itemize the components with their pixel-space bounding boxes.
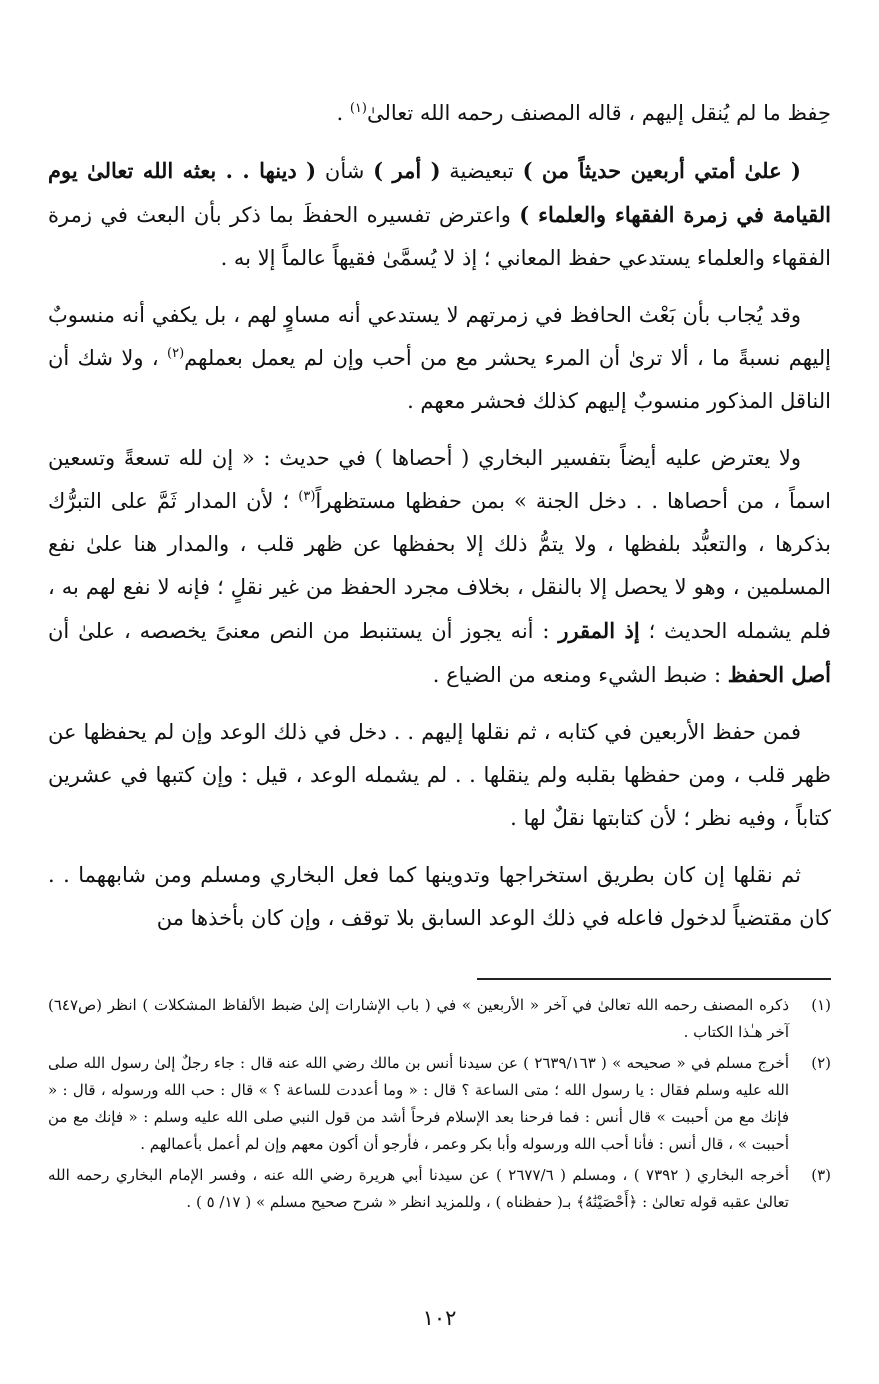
- paragraph: [48, 854, 831, 940]
- footnote-reference: (١): [349, 101, 367, 116]
- text-run: .: [336, 101, 350, 125]
- footnote-number: (١): [811, 996, 831, 1014]
- paragraph: [48, 294, 831, 423]
- text-run: ثم نقلها إن كان بطريق استخراجها وتدوينها كما فعل البخاري ومسلم ومن شابههما . . كان مقتضياً لدخول فاعله في ذلك الوعد السابق بلا توقف ، وإن كان بأخذها من: [48, 863, 831, 930]
- footnote-number: (٣): [811, 1166, 831, 1184]
- main-text: [48, 92, 831, 954]
- bold-text: ( أمر ): [373, 158, 441, 183]
- text-run: ولا يعترض عليه أيضاً بتفسير البخاري ( أحصاها ) في حديث : « إن لله تسعةً وتسعين اسماً ، من أحصاها . . دخل الجنة » بمن حفظها مستظهراً: [48, 446, 832, 513]
- bold-text: ( علىٰ أمتي أربعين حديثاً من ): [522, 158, 801, 183]
- footnote-number: (٢): [811, 1054, 831, 1072]
- text-run: شأن: [316, 159, 374, 183]
- page-number: ١٠٢: [422, 1306, 457, 1330]
- footnote-reference: (٣): [298, 489, 316, 504]
- footnotes: [48, 992, 831, 1220]
- text-run: فمن حفظ الأربعين في كتابه ، ثم نقلها إليهم . . دخل في ذلك الوعد وإن لم يحفظها عن ظهر قلب ، ومن حفظها بقلبه ولم ينقلها . . لم يشمله الوعد ، قيل : وإن كتبها في عشرين كتاباً ، وفيه نظر ؛ لأن كتابتها نقلٌ لها .: [48, 720, 831, 830]
- bold-text: إذ المقرر: [558, 618, 640, 643]
- footnote-text: أخرجه البخاري ( ٧٣٩٢ ) ، ومسلم ( ٢٦٧٧/٦ ) عن سيدنا أبي هريرة رضي الله عنه ، وفسر الإمام البخاري رحمه الله تعالىٰ عقبه قوله تعالىٰ : ﴿أَحْصَيْنَٰهُ﴾ بـ( حفظناه ) ، وللمزيد انظر « شرح صحيح مسلم » ( ١٧/ ٥ ) .: [48, 1166, 789, 1211]
- paragraph: [48, 437, 831, 697]
- bold-text: ( دينها . . بعثه الله تعالىٰ يوم القيامة في زمرة الفقهاء والعلماء ): [48, 158, 831, 227]
- paragraph: [48, 711, 831, 840]
- text-run: حِفظ ما لم يُنقل إليهم ، قاله المصنف رحمه الله تعالىٰ: [366, 101, 831, 125]
- footnote-text: ذكره المصنف رحمه الله تعالىٰ في آخر « الأربعين » في ( باب الإشارات إلىٰ ضبط الألفاظ المشكلات ) انظر (ص٦٤٧) آخر هـٰذا الكتاب .: [48, 996, 790, 1041]
- text-run: : ضبط الشيء ومنعه من الضياع .: [432, 663, 728, 687]
- text-run: وقد يُجاب بأن بَعْث الحافظ في زمرتهم لا يستدعي أنه مساوٍ لهم ، بل يكفي أنه منسوبٌ إليهم نسبةً ما ، ألا ترىٰ أن المرء يحشر مع من أحب وإن لم يعمل بعملهم: [48, 303, 831, 370]
- text-run: : أنه يجوز أن يستنبط من النص معنىً يخصصه ، علىٰ أن: [48, 619, 559, 643]
- paragraph: [48, 149, 831, 280]
- text-run: واعترض تفسيره الحفظَ بما ذكر بأن البعث في زمرة الفقهاء والعلماء يستدعي حفظ المعاني ؛ إذ لا يُسمَّىٰ فقيهاً عالماً إلا به .: [48, 203, 831, 270]
- footnote-separator: [477, 978, 831, 980]
- text-run: ؛ لأن المدار ثَمَّ على التبرُّك بذكرها ، والتعبُّد بلفظها ، ولا يتمُّ ذلك إلا بحفظها عن ظهر قلب ، والمدار هنا علىٰ نفع المسلمين ، وهو لا يحصل إلا بالنقل ، بخلاف مجرد الحفظ من غير نقلٍ ؛ فإنه لا نفع لهم به ، فلم يشمله الحديث ؛: [48, 489, 831, 643]
- footnote: [48, 992, 831, 1046]
- footnote-reference: (٢): [167, 346, 185, 361]
- text-run: تبعيضية: [440, 159, 523, 183]
- footnote-text: أخرج مسلم في « صحيحه » ( ٢٦٣٩/١٦٣ ) عن سيدنا أنس بن مالك رضي الله عنه قال : جاء رجلٌ إلىٰ رسول الله صلى الله عليه وسلم فقال : يا رسول الله ؛ متى الساعة ؟ قال : « وما أعددت للساعة ؟ » قال : حب الله ورسوله ، قال : « فإنك مع من أحببت » قال أنس : فما فرحنا بعد الإسلام فرحاً أشد من قول النبي صلى الله عليه وسلم : « فإنك مع من أحببت » ، قال أنس : فأنا أحب الله ورسوله وأبا بكر وعمر ، فأرجو أن أكون معهم وإن لم أعمل بأعمالهم .: [48, 1054, 789, 1153]
- paragraph: [48, 92, 831, 135]
- bold-text: أصل الحفظ: [727, 662, 831, 687]
- text-run: ، ولا شك أن الناقل المذكور منسوبٌ إليهم كذلك فحشر معهم .: [48, 346, 831, 413]
- footnote: [48, 1050, 831, 1158]
- footnote: [48, 1162, 831, 1216]
